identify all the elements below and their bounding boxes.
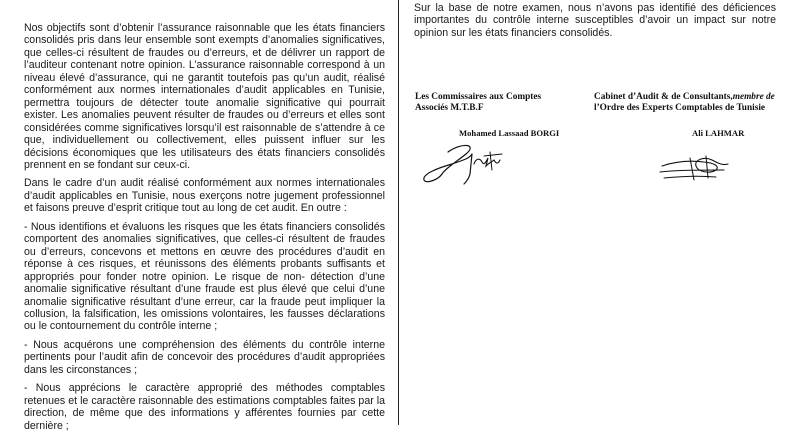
paragraph-internal-control: - Nous acquérons une compréhension des éléments du contrôle interne pertinents pour l’audit afin de concevoir des procédures d’audit appropriées dans les circonstances ; [24, 338, 385, 376]
paragraph-accounting-methods: - Nous apprécions le caractère approprié des méthodes comptables retenues et le caractère raisonnable des estimations comptables faites par la direction, de même que des informations y afférentes fournies par cette dernière ; [24, 382, 385, 432]
firm-left-line1: Les Commissaires aux Comptes [415, 92, 542, 102]
auditor-firm-right [594, 92, 784, 114]
firm-right-line2: l’Ordre des Experts Comptables de Tunisie [594, 103, 766, 113]
firm-right-line1-main: Cabinet d’Audit & de Consultants, [594, 92, 733, 102]
signer-name-left: Mohamed Lassaad BORGI [459, 128, 560, 138]
signer-name-right: Ali LAHMAR [692, 128, 745, 138]
firm-left-line2: Associés M.T.B.F [415, 103, 484, 113]
handwritten-signature-right [654, 150, 736, 184]
paragraph-conclusion: Sur la base de notre examen, nous n’avons pas identifié des déficiences importantes du contrôle interne susceptibles d’avoir un impact sur notre opinion sur les états financiers consolidés. [414, 2, 776, 39]
paragraph-objectives: Nos objectifs sont d’obtenir l’assurance raisonnable que les états financiers consolidés pris dans leur ensemble sont exempts d’anomalies significatives, que celles-ci résultent de fraudes ou d’erreurs, et de délivrer un rapport de l’auditeur contenant notre opinion. L’assurance raisonnable correspond à un niveau élevé d’assurance, qui ne garantit toutefois pas qu’un audit, réalisé conformément aux normes internationales d’audit applicables en Tunisie, permettra toujours de détecter toute anomalie significative qui pourrait exister. Les anomalies peuvent résulter de fraudes ou d’erreurs et elles sont considérées comme significatives lorsqu’il est raisonnable de s’attendre à ce que, individuellement ou collectivement, elles puissent influer sur les décisions économiques que les utilisateurs des états financiers consolidés prennent en se fondant sur ceux-ci. [24, 22, 385, 171]
auditor-firm-left [415, 92, 585, 114]
handwritten-signature-left [418, 140, 518, 190]
firm-right-line1 [594, 92, 784, 103]
report-right-column [414, 2, 776, 39]
report-left-column [24, 22, 385, 438]
firm-right-line1-italic: membre de [732, 92, 775, 102]
paragraph-audit-framework: Dans le cadre d’un audit réalisé conformément aux normes internationales d’audit applicables en Tunisie, nous exerçons notre jugement professionnel et faisons preuve d’esprit critique tout au long de cet audit. En outre : [24, 177, 385, 215]
column-divider [398, 0, 399, 425]
paragraph-identify-risks: - Nous identifions et évaluons les risques que les états financiers consolidés comportent des anomalies significatives, que celles-ci résultent de fraudes ou d’erreurs, concevons et mettons en œuvre des procédures d’audit en réponse à ces risques, et réunissons des éléments probants suffisants et appropriés pour fonder notre opinion. Le risque de non- détection d’une anomalie significative résultant d’une fraude est plus élevé que celui d’une anomalie significative résultant d’une erreur, car la fraude peut impliquer la collusion, la falsification, les omissions volontaires, les fausses déclarations ou le contournement du contrôle interne ; [24, 220, 385, 333]
